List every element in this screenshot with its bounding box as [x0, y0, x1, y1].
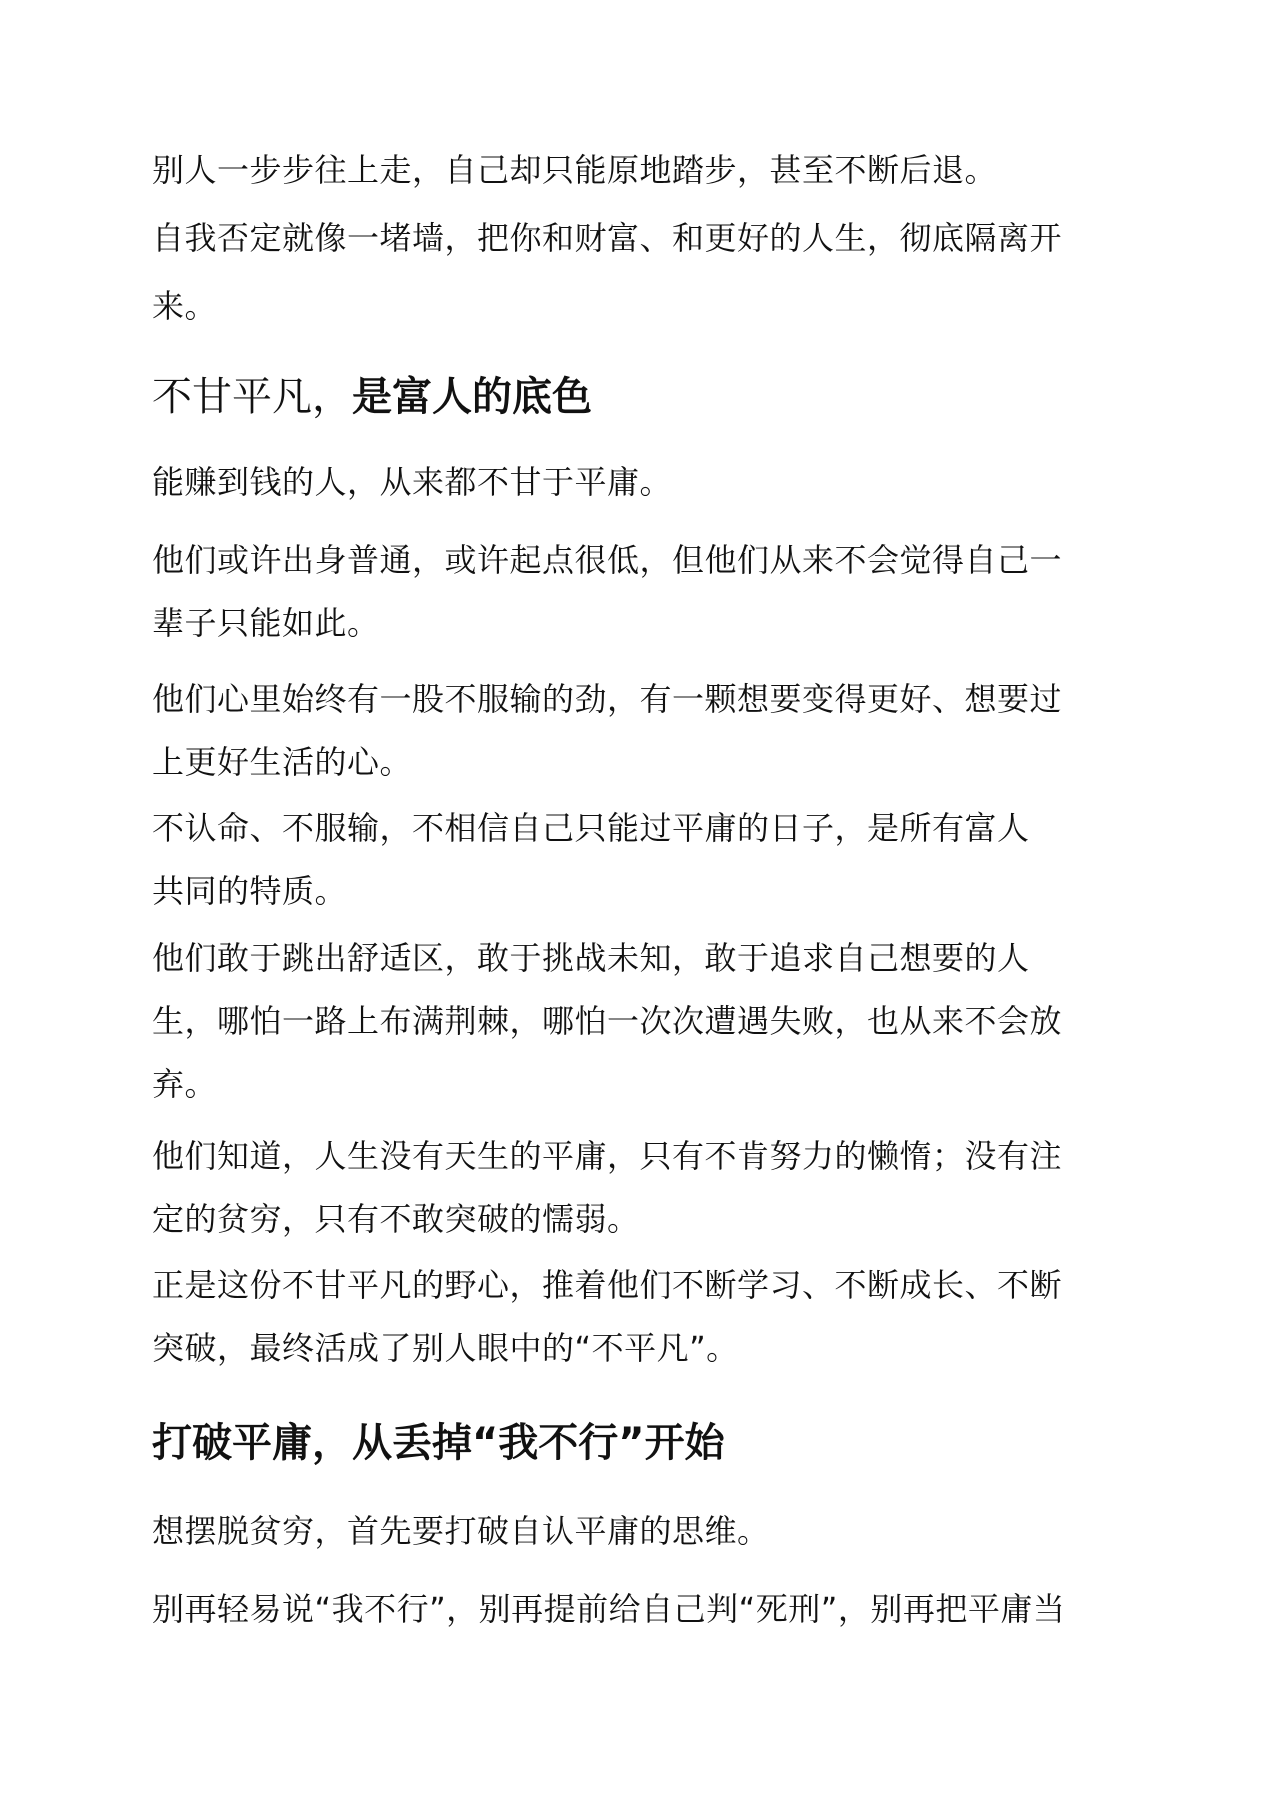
- paragraph-line: 自我否定就像一堵墙，把你和财富、和更好的人生，彻底隔离开: [152, 219, 1063, 257]
- paragraph-line: 他们或许出身普通，或许起点很低，但他们从来不会觉得自己一: [152, 541, 1063, 579]
- section-heading-1-prefix: 不甘平凡，: [152, 374, 352, 420]
- paragraph-line: 别再轻易说“我不行”，别再提前给自己判“死刑”，别再把平庸当: [152, 1590, 1066, 1628]
- section-heading-1: [152, 372, 592, 422]
- paragraph-line: 来。: [152, 287, 218, 325]
- paragraph-line: 定的贫穷，只有不敢突破的懦弱。: [152, 1200, 640, 1238]
- paragraph-line: 上更好生活的心。: [152, 743, 413, 781]
- paragraph-line: 共同的特质。: [152, 872, 348, 910]
- paragraph-line: 突破，最终活成了别人眼中的“不平凡”。: [152, 1329, 739, 1367]
- paragraph-line: 正是这份不甘平凡的野心，推着他们不断学习、不断成长、不断: [152, 1266, 1063, 1304]
- paragraph-line: 不认命、不服输，不相信自己只能过平庸的日子，是所有富人: [152, 809, 1030, 847]
- paragraph-line: 生，哪怕一路上布满荆棘，哪怕一次次遭遇失败，也从来不会放: [152, 1002, 1063, 1040]
- paragraph-line: 辈子只能如此。: [152, 604, 380, 642]
- paragraph-line: 他们心里始终有一股不服输的劲，有一颗想要变得更好、想要过: [152, 680, 1063, 718]
- paragraph-line: 他们敢于跳出舒适区，敢于挑战未知，敢于追求自己想要的人: [152, 939, 1030, 977]
- paragraph-line: 弃。: [152, 1065, 218, 1103]
- section-heading-1-bold: 是富人的底色: [352, 374, 592, 420]
- paragraph-line: 能赚到钱的人，从来都不甘于平庸。: [152, 463, 673, 501]
- paragraph-line: 他们知道，人生没有天生的平庸，只有不肯努力的懒惰；没有注: [152, 1137, 1063, 1175]
- paragraph-line: 想摆脱贫穷，首先要打破自认平庸的思维。: [152, 1512, 770, 1550]
- section-heading-2: 打破平庸，从丢掉“我不行”开始: [152, 1420, 725, 1466]
- paragraph-line: 别人一步步往上走，自己却只能原地踏步，甚至不断后退。: [152, 151, 998, 189]
